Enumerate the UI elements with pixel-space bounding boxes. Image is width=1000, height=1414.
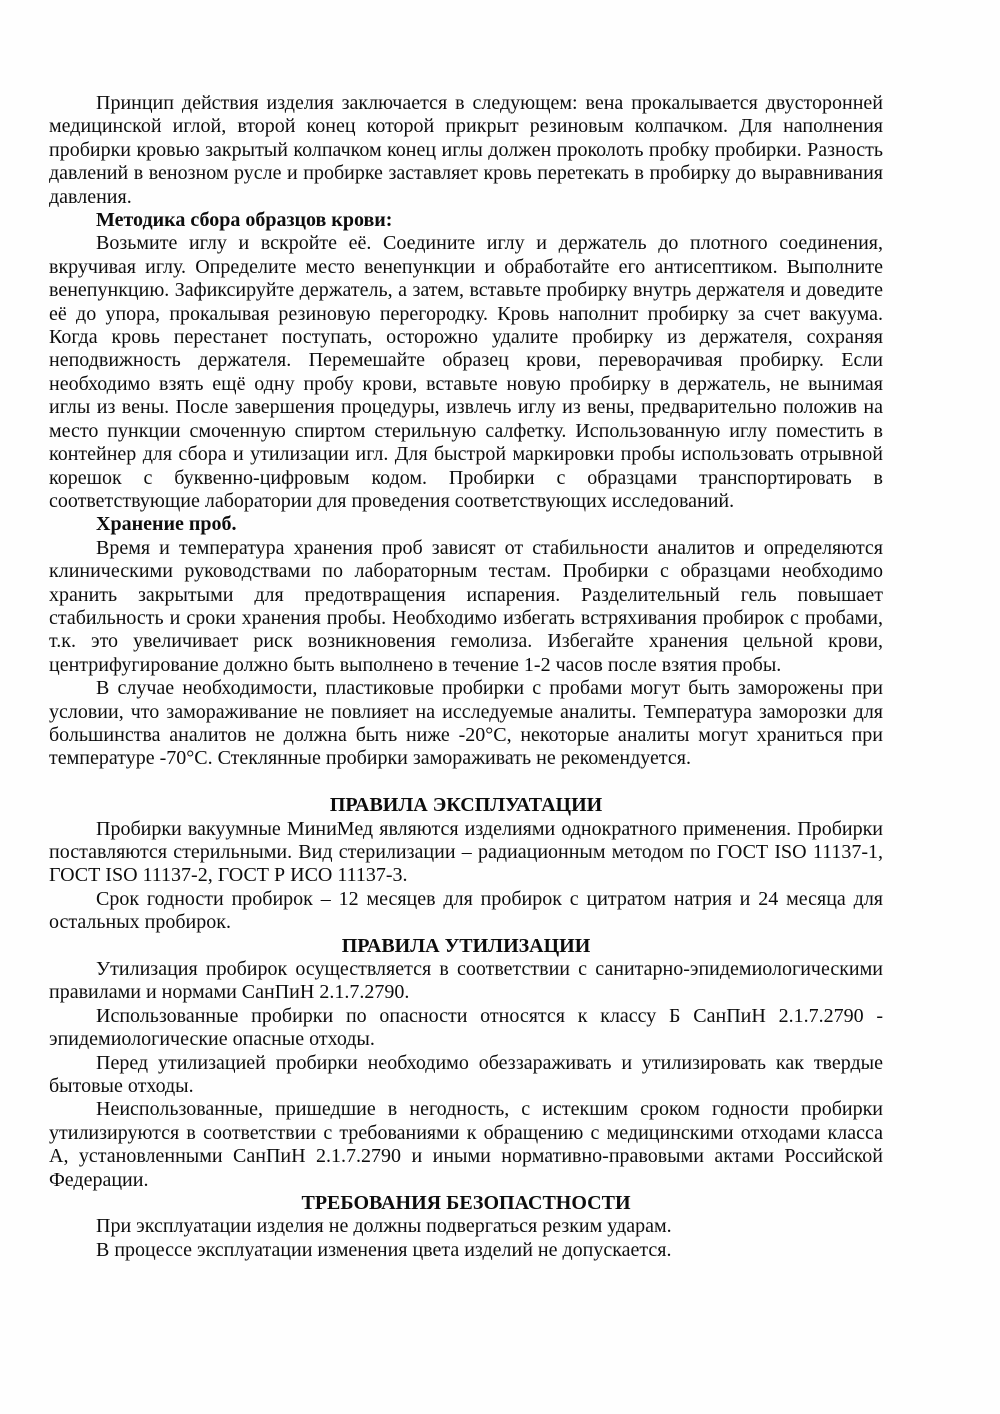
- paragraph: При эксплуатации изделия не должны подвергаться резким ударам.: [96, 1215, 672, 1238]
- paragraph: Неиспользованные, пришедшие в негодность, с истекшим сроком годности пробирки утилизируются в соответствии с требованиями к обращению с медицинскими отходами класса А, установленными СанПиН 2.1.7.2790 и иными нормативно-правовыми актами Российской Федерации.: [49, 1098, 883, 1191]
- paragraph: Время и температура хранения проб зависят от стабильности аналитов и определяются клиническими руководствами по лабораторным тестам. Пробирки с образцами необходимо хранить закрытыми для предотвращения испарения. Разделительный гель повышает стабильность и сроки хранения пробы. Необходимо избегать встряхивания пробирок с пробами, т.к. это увеличивает риск возникновения гемолиза. Избегайте хранения цельной крови, центрифугирование должно быть выполнено в течение 1-2 часов после взятия пробы.: [49, 536, 883, 676]
- paragraph: Возьмите иглу и вскройте её. Соедините иглу и держатель до плотного соединения, вкручивая иглу. Определите место венепункции и обработайте его антисептиком. Выполните венепункцию. Зафиксируйте держатель, а затем, вставьте пробирку внутрь держателя и доведите её до упора, прокалывая резиновую перегородку. Кровь наполнит пробирку за счет вакуума. Когда кровь перестанет поступать, осторожно удалите пробирку из держателя, сохраняя неподвижность держателя. Перемешайте образец крови, переворачивая пробирку. Если необходимо взять ещё одну пробу крови, вставьте новую пробирку в держатель, не вынимая иглы из вены. После завершения процедуры, извлечь иглу из вены, предварительно положив на место пункции смоченную спиртом стерильную салфетку. Использованную иглу поместить в контейнер для сбора и утилизации игл. Для быстрой маркировки пробы использовать отрывной корешок с буквенно-цифровым кодом. Пробирки с образцами транспортировать в соответствующие лаборатории для проведения соответствующих исследований.: [49, 232, 883, 512]
- section-heading: Методика сбора образцов крови:: [96, 209, 393, 232]
- section-heading: Хранение проб.: [96, 513, 237, 536]
- section-heading: ПРАВИЛА УТИЛИЗАЦИИ: [341, 934, 591, 957]
- paragraph: Утилизация пробирок осуществляется в соответствии с санитарно-эпидемиологическими правилами и нормами СанПиН 2.1.7.2790.: [49, 958, 883, 1004]
- paragraph: Пробирки вакуумные МиниМед являются изделиями однократного применения. Пробирки поставляются стерильными. Вид стерилизации – радиационным методом по ГОСТ ISO 11137-1, ГОСТ ISO 11137-2, ГОСТ Р ИСО 11137-3.: [49, 817, 883, 887]
- paragraph: В случае необходимости, пластиковые пробирки с пробами могут быть заморожены при условии, что замораживание не повлияет на исследуемые аналиты. Температура заморозки для большинства аналитов не должна быть ниже -20°С, некоторые аналиты могут храниться при температуре -70°С. Стеклянные пробирки замораживать не рекомендуется.: [49, 677, 883, 770]
- paragraph: Использованные пробирки по опасности относятся к классу Б СанПиН 2.1.7.2790 - эпидемиологические опасные отходы.: [49, 1004, 883, 1051]
- section-heading: ТРЕБОВАНИЯ БЕЗОПАСТНОСТИ: [301, 1192, 631, 1215]
- paragraph: Срок годности пробирок – 12 месяцев для пробирок с цитратом натрия и 24 месяца для остальных пробирок.: [49, 887, 883, 934]
- paragraph: Принцип действия изделия заключается в следующем: вена прокалывается двусторонней медицинской иглой, второй конец которой прикрыт резиновым колпачком. Для наполнения пробирки кровью закрытый колпачком конец иглы должен проколоть пробку пробирки. Разность давлений в венозном русле и пробирке заставляет кровь перетекать в пробирку до выравнивания давления.: [49, 92, 883, 208]
- document-body: [49, 92, 883, 1262]
- paragraph: В процессе эксплуатации изменения цвета изделий не допускается.: [96, 1238, 672, 1261]
- section-heading: ПРАВИЛА ЭКСПЛУАТАЦИИ: [329, 794, 603, 817]
- paragraph: Перед утилизацией пробирки необходимо обеззараживать и утилизировать как твердые бытовые отходы.: [49, 1051, 883, 1098]
